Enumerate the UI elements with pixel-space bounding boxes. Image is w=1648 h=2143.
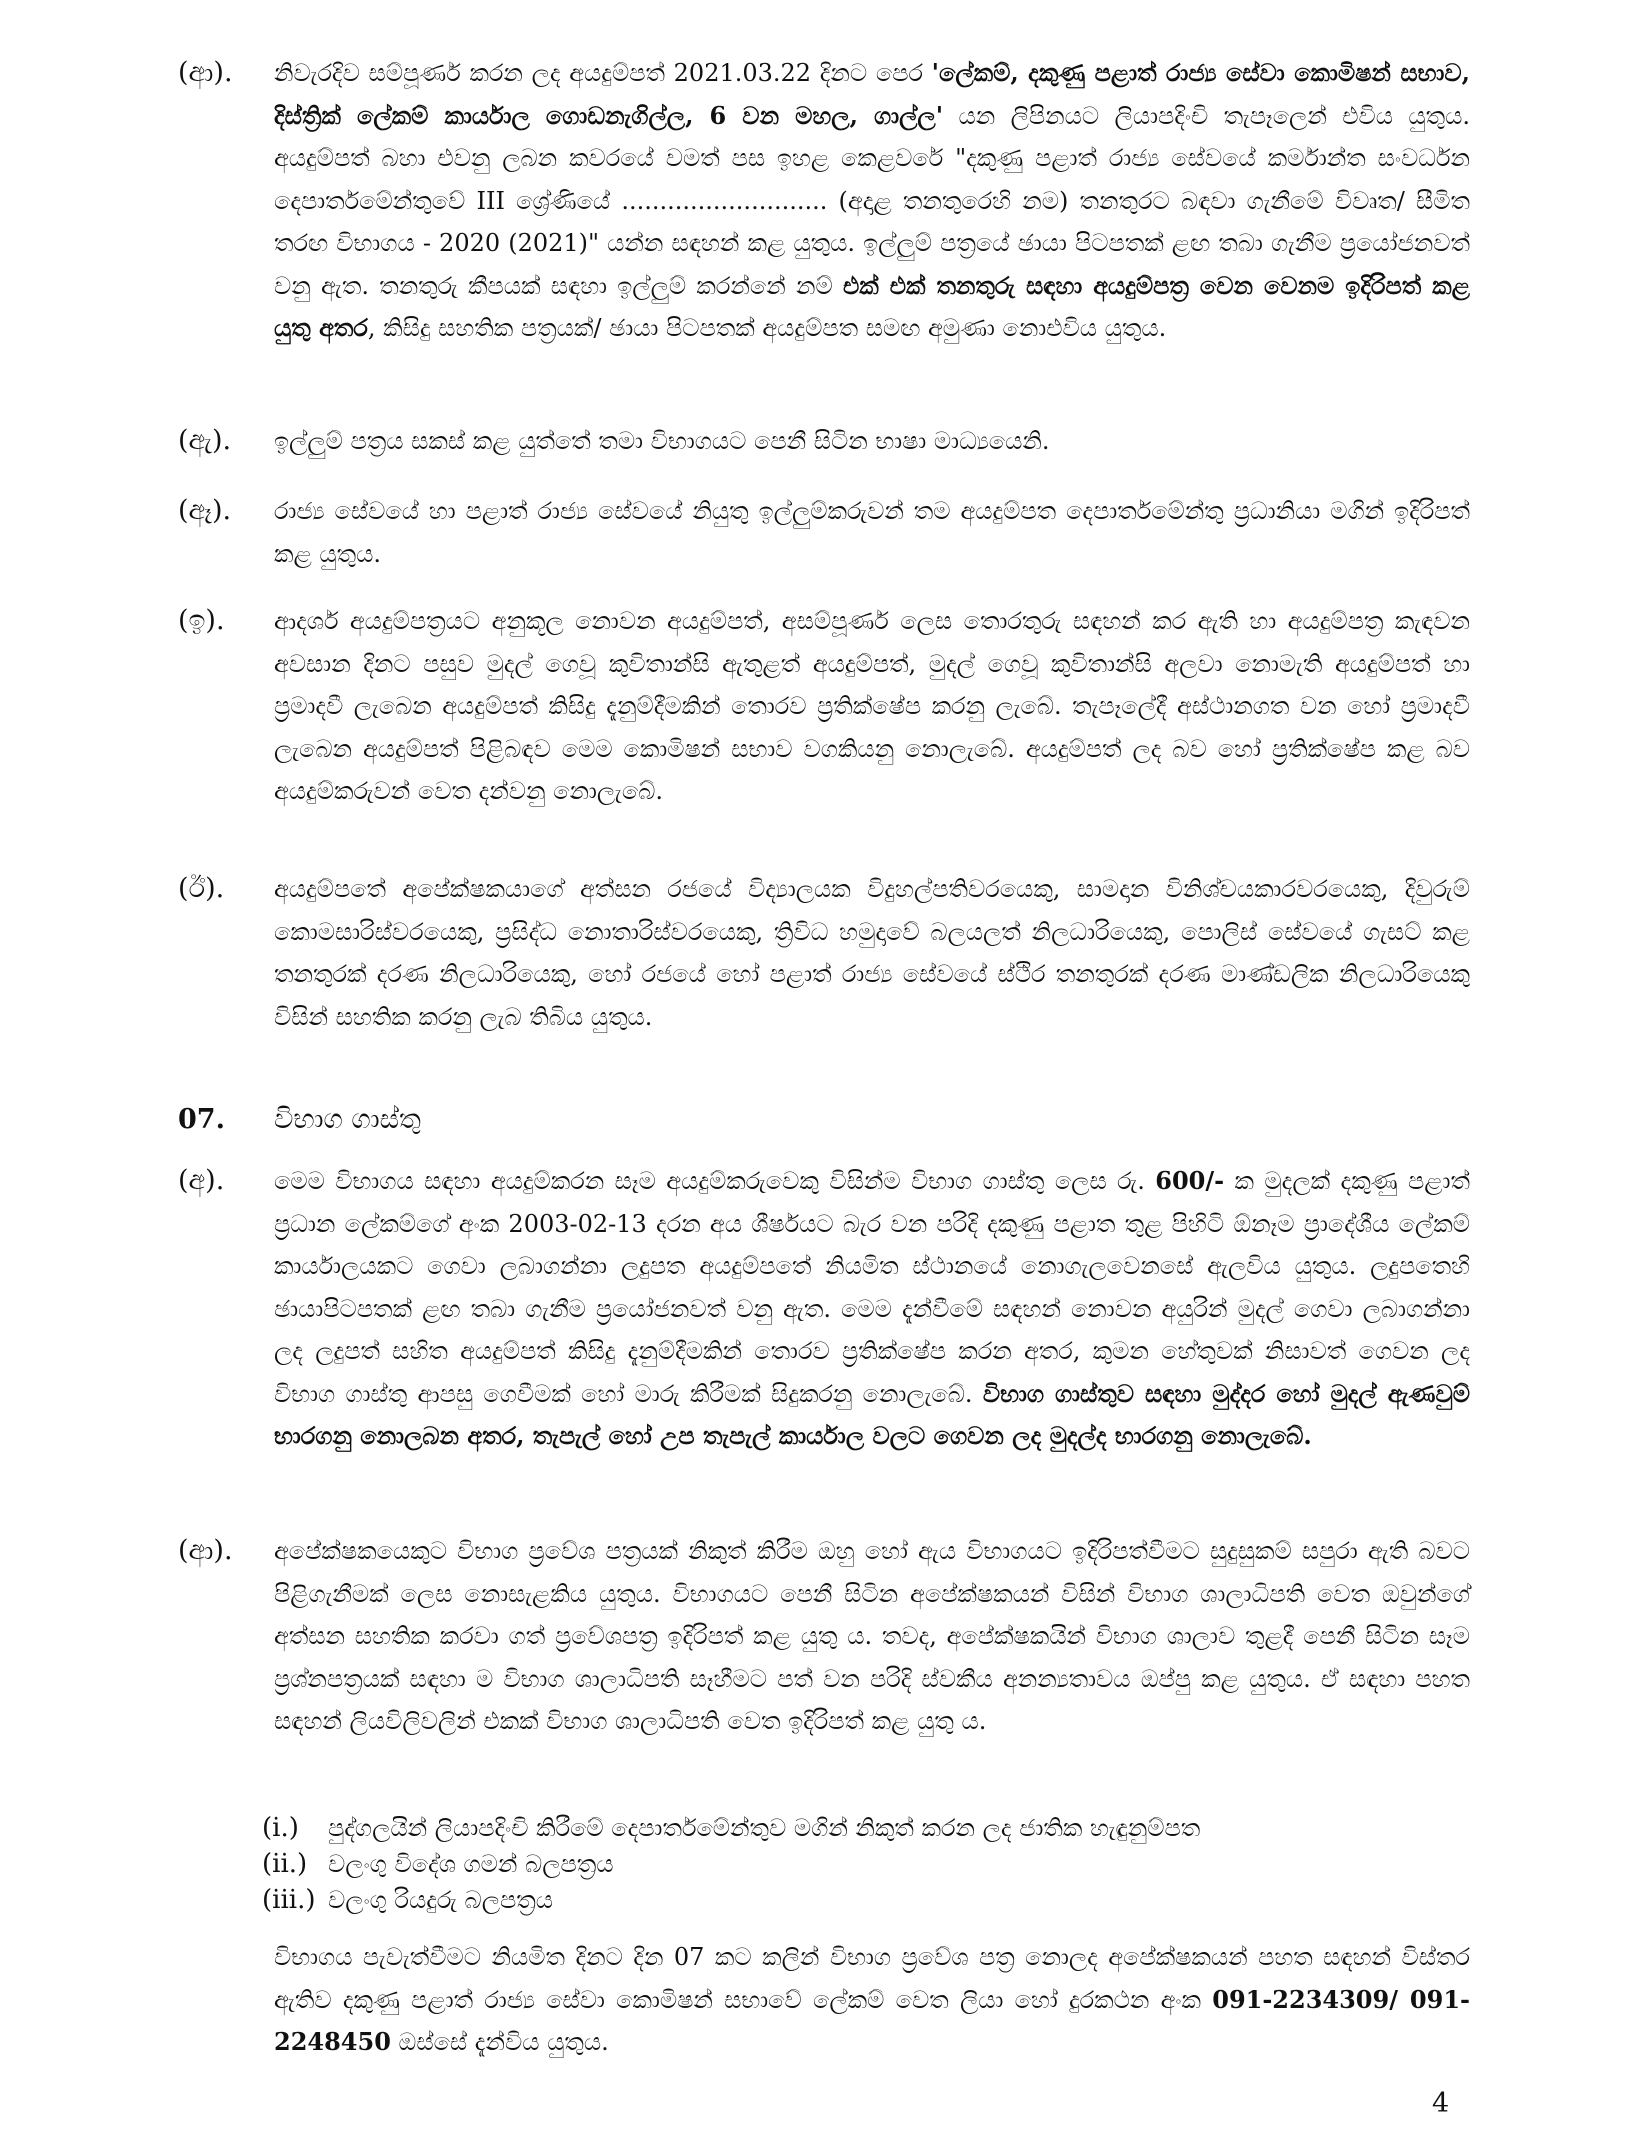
closing-paragraph: [274, 1936, 1470, 2064]
phone-numbers: 091-2234309/ 091-2248450: [274, 1984, 1470, 2056]
clause-aa-admission: [178, 1530, 1470, 1743]
clause-marker: (ඊ).: [178, 873, 225, 904]
list-item: (i.) පුද්ගලයින් ලියාපදිංචි කිරීමේ දෙපාර්තමේන්තුව මගින් නිකුත් කරන ලද ජාතික හැඳුනුම්පත: [262, 1813, 1201, 1843]
clause-text: අයදුම්පතේ අපේක්ෂකයාගේ අත්සන රජයේ විද්‍යාලයක විදුහල්පතිවරයෙකු, සාමදාන විනිශ්චයකාරවරයෙකු, දිවුරුම් කොමසාරිස්වරයෙකු, ප්‍රසිද්ධ නොතාරිස්වරයෙකු, ත්‍රිවිධ හමුදාවේ බලයලත් නිලධාරියෙකු, පොලිස් සේවයේ ගැසට් කළ තනතුරක් දරණ නිලධාරියෙකු, හෝ රජයේ හෝ පළාත් රාජ්‍ය සේවයේ ස්ථිර තනතුරක් දරණ මාණ්ඩලික නිලධාරියෙකු විසින් සහතික කරනු ලැබ තිබිය යුතුය.: [274, 875, 1470, 1031]
clause-marker: (අ).: [178, 1165, 225, 1196]
clause-marker: (ඇ).: [178, 425, 232, 456]
clause-a-exam-fee: [178, 1160, 1470, 1458]
clause-ae-language: [178, 420, 1470, 463]
clause-text: නිවැරදිව සම්පූර්ණ කරන ලද අයදුම්පත් 2021.03.22 දිනට පෙර 'ලේකම්, දකුණු පළාත් රාජ්‍ය සේවා කොමිෂන් සභාව, දිස්ත්‍රික් ලේකම් කාර්යාල ගොඩනැගිල්ල, 6 වන මහල, ගාල්ල' යන ලිපිනයට ලියාපදිංචි තැපෑලෙන් එවිය යුතුය. අයදුම්පත් බහා එවනු ලබන කවරයේ වමත් පස ඉහළ කෙළවරේ "දකුණු පළාත් රාජ්‍ය සේවයේ කර්මාන්ත සංවර්ධන දෙපාර්තමේන්තුවේ III ශ්‍රේණියේ ........................... (අදාළ තනතුරෙහි නම) තනතුරට බඳවා ගැනීමේ විවෘත/ සීමිත තරඟ විභාගය - 2020 (2021)" යන්න සඳහන් කළ යුතුය. ඉල්ලුම් පත්‍රයේ ඡායා පිටපතක් ළඟ තබා ගැනීම ප්‍රයෝජනවත් වනු ඇත. තනතුරු කීපයක් සඳහා ඉල්ලුම් කරන්නේ නම් එක් එක් තනතුරු සඳහා අයදුම්පත්‍ර වෙන වෙනම ඉදිරිපත් කළ යුතු අතර, කිසිදු සහතික පත්‍රයක්/ ඡායා පිටපතක් අයදුම්පත සමඟ අමුණා නොඑවිය යුතුය.: [274, 58, 1470, 342]
clause-i-rejection: [178, 600, 1470, 813]
section-title: විභාග ගාස්තු: [274, 1104, 421, 1135]
clause-text: අපේක්ෂකයෙකුට විභාග ප්‍රවේශ පත්‍රයක් නිකුත් කිරීම ඔහු හෝ ඇය විභාගයට ඉදිරිපත්වීමට සුදුසුකම් සපුරා ඇති බවට පිළිගැනීමක් ලෙස නොසැළකිය යුතුය. විභාගයට පෙනී සිටින අපේක්ෂකයන් විසින් විභාග ශාලාධිපති වෙත ඔවුන්ගේ අත්සන සහතික කරවා ගත් ප්‍රවේශපත්‍ර ඉදිරිපත් කළ යුතු ය. තවද, අපේක්ෂකයින් විභාග ශාලාව තුළදී පෙනී සිටින සෑම ප්‍රශ්නපත්‍රයක් සඳහා ම විභාග ශාලාධිපති සෑහීමට පත් වන පරිදි ස්වකීය අනන්‍යතාවය ඔප්පු කළ යුතුය. ඒ සඳහා පහත සඳහන් ලියවිලිවලින් එකක් විභාග ශාලාධිපති වෙත ඉදිරිපත් කළ යුතු ය.: [274, 1537, 1470, 1735]
clause-aa-submission: [178, 52, 1470, 350]
clause-text: ආදර්ශ අයදුම්පත්‍රයට අනුකූල නොවන අයදුම්පත්, අසම්පූර්ණ ලෙස තොරතුරු සඳහන් කර ඇති හා අයදුම්පත්‍ර කැඳවන අවසාන දිනට පසුව මුදල් ගෙවූ කුවිතාන්සි ඇතුළත් අයදුම්පත්, මුදල් ගෙවූ කුවිතාන්සි අලවා නොමැති අයදුම්පත් හා ප්‍රමාදවී ලැබෙන අයදුම්පත් කිසිදු දැනුම්දීමකින් තොරව ප්‍රතික්ෂේප කරනු ලැබේ. තැපෑලේදී අස්ථානගත වන හෝ ප්‍රමාදවී ලැබෙන අයදුම්පත් පිළිබඳව මෙම කොමිෂන් සභාව වගකියනු නොලැබේ. අයදුම්පත් ලද බව හෝ ප්‍රතික්ෂේප කළ බව අයදුම්කරුවන් වෙත දන්වනු නොලැබේ.: [274, 607, 1470, 805]
clause-marker: (ඈ).: [178, 495, 232, 526]
closing-text: විභාගය පැවැත්වීමට නියමිත දිනට දින 07 කට කලින් විභාග ප්‍රවේශ පත්‍ර නොලද අපේක්ෂකයන් පහත සඳහන් විස්තර ඇතිව දකුණු පළාත් රාජ්‍ය සේවා කොමිෂන් සභාවේ ලේකම් වෙත ලියා හෝ දුරකථන අංක 091-2234309/ 091-2248450 ඔස්සේ දැන්විය යුතුය.: [274, 1943, 1470, 2056]
clause-text: ඉල්ලුම් පත්‍රය සකස් කළ යුත්තේ තමා විභාගයට පෙනී සිටින භාෂා මාධ්‍යයෙනි.: [274, 427, 1050, 455]
clause-marker: (ඉ).: [178, 605, 225, 636]
clause-text: රාජ්‍ය සේවයේ හා පළාත් රාජ්‍ය සේවයේ නියුතු ඉල්ලුම්කරුවන් තම අයදුම්පත දෙපාර්තමේන්තු ප්‍රධානියා මගින් ඉදිරිපත් කළ යුතුය.: [274, 497, 1470, 568]
list-item: (iii.) වලංගු රියදුරු බලපත්‍රය: [262, 1885, 554, 1915]
section-heading: [178, 1100, 421, 1140]
page-number: 4: [1432, 2088, 1450, 2119]
id-document-list: [262, 1810, 1472, 1918]
clause-marker: (ආ).: [178, 1535, 233, 1566]
clause-marker: (ආ).: [178, 57, 233, 88]
section-number: 07.: [178, 1104, 225, 1135]
clause-aee-govt-employees: [178, 490, 1470, 575]
clause-ii-certification: [178, 868, 1470, 1038]
list-item: (ii.) වලංගු විදේශ ගමන් බලපත්‍රය: [262, 1849, 614, 1879]
clause-text: මෙම විභාගය සඳහා අයදුම්කරන සෑම අයදුම්කරුවෙකු විසින්ම විභාග ගාස්තු ලෙස රු. 600/- ක මුදලක් දකුණු පළාත් ප්‍රධාන ලේකම්ගේ අංක 2003-02-13 දරන අය ශීර්ෂයට බැර වන පරිදි දකුණු පළාත තුළ පිහිටි ඕනෑම ප්‍රාදේශීය ලේකම් කාර්යාලයකට ගෙවා ලබාගන්නා ලදුපත අයදුම්පතේ නියමිත ස්ථානයේ නොගැලවෙනසේ ඇලවිය යුතුය. ලදුපතෙහි ඡායාපිටපතක් ළඟ තබා ගැනීම ප්‍රයෝජනවත් වනු ඇත. මෙම දැන්වීමේ සඳහන් නොවන අයුරින් මුදල් ගෙවා ලබාගන්නා ලද ලදුපත් සහිත අයදුම්පත් කිසිදු දැනුම්දීමකින් තොරව ප්‍රතික්ෂේප කරන අතර, කුමන හේතුවක් නිසාවත් ගෙවන ලද විභාග ගාස්තු ආපසු ගෙවීමක් හෝ මාරු කිරීමක් සිදුකරනු නොලැබේ. විභාග ගාස්තුව සඳහා මුද්දර හෝ මුදල් ඇණවුම් භාරගනු නොලබන අතර, තැපැල් හෝ උප තැපැල් කාර්යාල වලට ගෙවන ලද මුදල්ද භාරගනු නොලැබේ.: [274, 1166, 1470, 1450]
